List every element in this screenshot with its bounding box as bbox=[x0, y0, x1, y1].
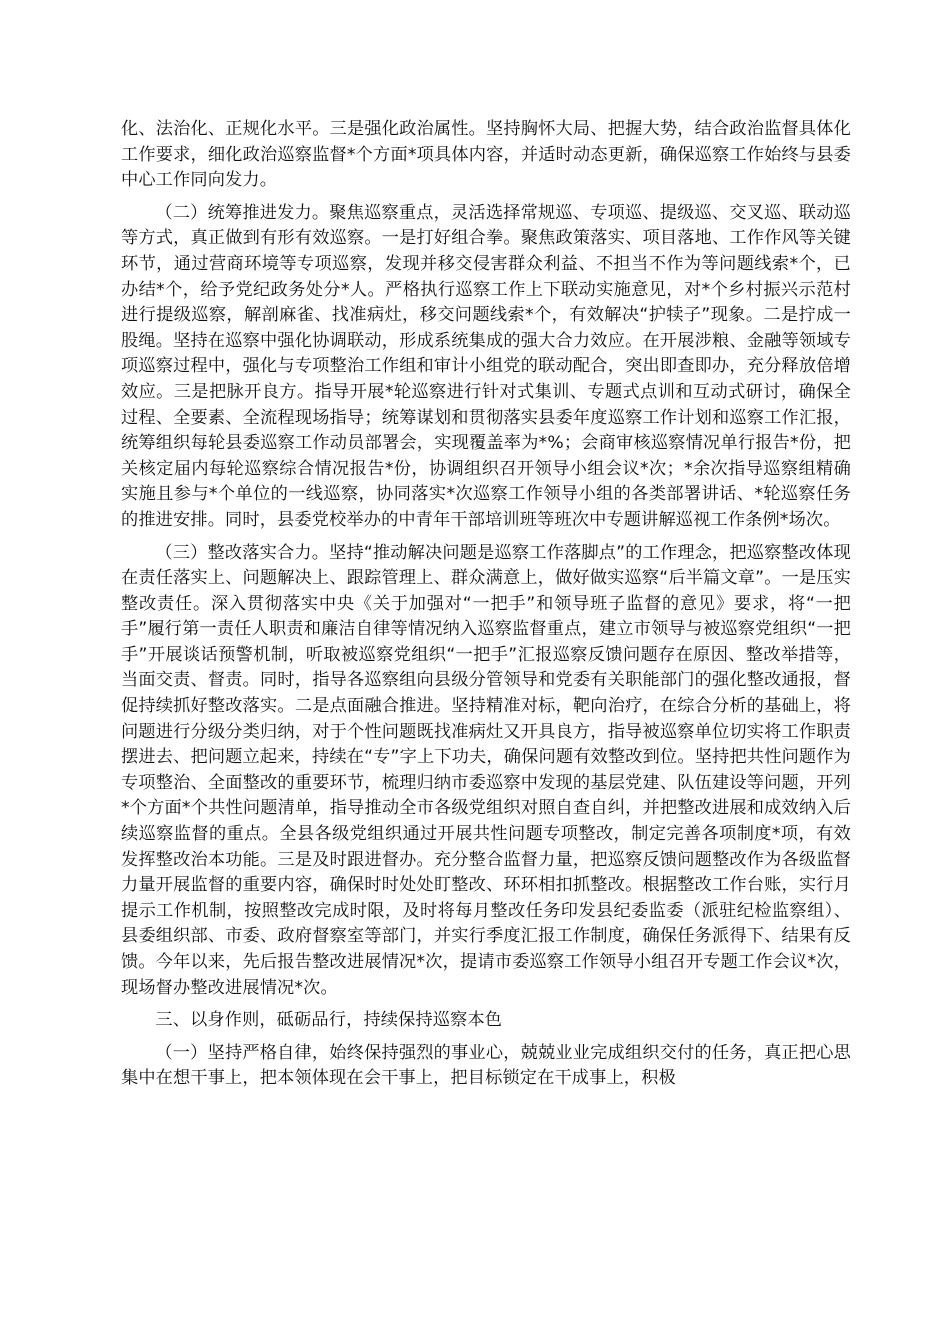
paragraph-section-2: （二）统筹推进发力。聚焦巡察重点，灵活选择常规巡、专项巡、提级巡、交叉巡、联动巡等方式，真正做到有形有效巡察。一是打好组合拳。聚焦政策落实、项目落地、工作作风等关键环节，通过营商环境等专项巡察，发现并移交侵害群众利益、不担当不作为等问题线索*个，已办结*个，给予党纪政务处分*人。严格执行巡察工作上下联动实施意见，对*个乡村振兴示范村进行提级巡察，解剖麻雀、找准病灶，移交问题线索*个，有效解决“护犊子”现象。二是拧成一股绳。坚持在巡察中强化协调联动，形成系统集成的强大合力效应。在开展涉粮、金融等领域专项巡察过程中，强化与专项整治工作组和审计小组党的联动配合，突出即查即办，充分释放倍增效应。三是把脉开良方。指导开展*轮巡察进行针对式集训、专题式点训和互动式研讨，确保全过程、全要素、全流程现场指导；统筹谋划和贯彻落实县委年度巡察工作计划和巡察工作汇报，统筹组织每轮县委巡察工作动员部署会，实现覆盖率为*%；会商审核巡察情况单行报告*份，把关核定届内每轮巡察综合情况报告*份，协调组织召开领导小组会议*次；*余次指导巡察组精确实施且参与*个单位的一线巡察，协同落实*次巡察工作领导小组的各类部署讲话、*轮巡察任务的推进安排。同时，县委党校举办的中青年干部培训班等班次中专题讲解巡视工作条例*场次。 bbox=[121, 202, 851, 530]
paragraph-subsection-1: （一）坚持严格自律，始终保持强烈的事业心，兢兢业业完成组织交付的任务，真正把心思集中在想干事上，把本领体现在会干事上，把目标锁定在干成事上，积极 bbox=[121, 1042, 851, 1089]
document-body bbox=[121, 117, 851, 1099]
section-heading-3: 三、以身作则，砥砺品行，持续保持巡察本色 bbox=[155, 1010, 503, 1031]
paragraph-section-3: （三）整改落实合力。坚持“推动解决问题是巡察工作落脚点”的工作理念，把巡察整改体现在责任落实上、问题解决上、跟踪管理上、群众满意上，做好做实巡察“后半篇文章”。一是压实整改责任。深入贯彻落实中央《关于加强对“一把手”和领导班子监督的意见》要求，将“一把手”履行第一责任人职责和廉洁自律等情况纳入巡察监督重点，建立市领导与被巡察党组织“一把手”开展谈话预警机制，听取被巡察党组织“一把手”汇报巡察反馈问题存在原因、整改举措等，当面交责、督责。同时，指导各巡察组向县级分管领导和党委有关职能部门的强化整改通报，督促持续抓好整改落实。二是点面融合推进。坚持精准对标，靶向治疗，在综合分析的基础上，将问题进行分级分类归纳，对于个性问题既找准病灶又开具良方，指导被巡察单位切实将工作职责摆进去、把问题立起来，持续在“专”字上下功夫，确保问题有效整改到位。坚持把共性问题作为专项整治、全面整改的重要环节，梳理归纳市委巡察中发现的基层党建、队伍建设等问题，开列*个方面*个共性问题清单，指导推动全市各级党组织对照自查自纠，并把整改进展和成效纳入后续巡察监督的重点。全县各级党组织通过开展共性问题专项整改，制定完善各项制度*项，有效发挥整改治本功能。三是及时跟进督办。充分整合监督力量，把巡察反馈问题整改作为各级监督力量开展监督的重要内容，确保时时处处盯整改、环环相扣抓整改。根据整改工作台账，实行月提示工作机制，按照整改完成时限，及时将每月整改任务印发县纪委监委（派驻纪检监察组）、县委组织部、市委、政府督察室等部门，并实行季度汇报工作制度，确保任务派得下、结果有反馈。今年以来，先后报告整改进展情况*次，提请市委巡察工作领导小组召开专题工作会议*次，现场督办整改进展情况*次。 bbox=[121, 542, 851, 998]
paragraph-continuation: 化、法治化、正规化水平。三是强化政治属性。坚持胸怀大局、把握大势，结合政治监督具体化工作要求，细化政治巡察监督*个方面*项具体内容，并适时动态更新，确保巡察工作始终与县委中心工作同向发力。 bbox=[121, 119, 851, 191]
